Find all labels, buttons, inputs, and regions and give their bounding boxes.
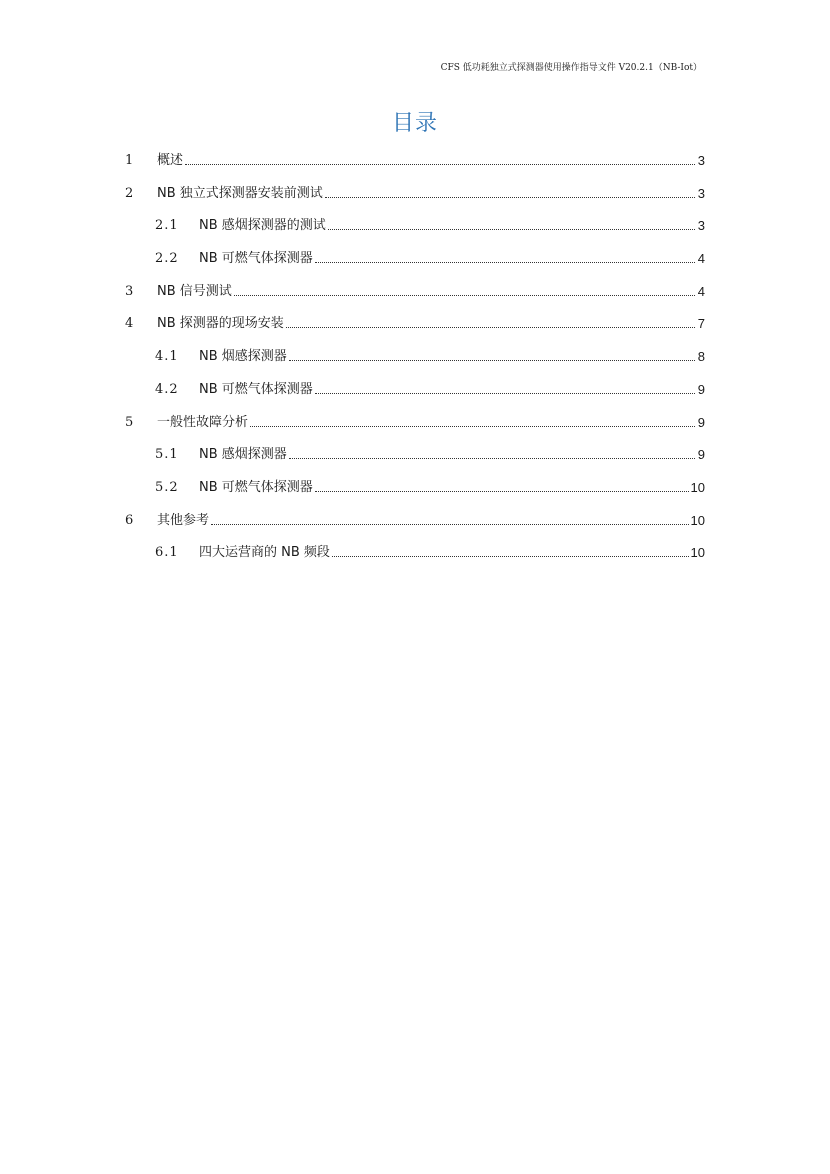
toc-entry-page: 9 (697, 414, 705, 430)
toc-entry-number: 2 (125, 185, 134, 201)
toc-entry-number: 2.2 (155, 251, 179, 267)
toc-entry-title: NB 烟感探测器 (199, 349, 287, 365)
toc-entry-4-2[interactable] (125, 379, 705, 400)
toc-entry-number: 5 (125, 414, 134, 430)
toc-entry-5-1[interactable] (125, 444, 705, 465)
toc-entry-number: 6 (125, 512, 134, 528)
toc-entry-page: 9 (697, 381, 705, 397)
dot-leader (286, 327, 695, 328)
toc-entry-title: NB 感烟探测器的测试 (199, 218, 326, 234)
toc-entry-number: 5.2 (155, 479, 179, 495)
toc-entry-number: 4.2 (155, 381, 179, 397)
toc-entry-title: NB 可燃气体探测器 (199, 381, 313, 397)
toc-entry-title: NB 可燃气体探测器 (199, 479, 313, 495)
toc-entry-title: 一般性故障分析 (157, 414, 249, 430)
dot-leader (315, 393, 695, 394)
dot-leader (325, 197, 695, 198)
dot-leader (289, 360, 695, 361)
toc-entry-page: 8 (697, 349, 705, 365)
toc-entry-number: 4.1 (155, 349, 179, 365)
toc-entry-1[interactable] (125, 150, 705, 171)
dot-leader (315, 262, 695, 263)
toc-entry-title: 四大运营商的 NB 频段 (199, 545, 330, 561)
dot-leader (234, 295, 695, 296)
toc-entry-number: 3 (125, 283, 134, 299)
toc-entry-6-1[interactable] (125, 542, 705, 563)
toc-entry-title: 其他参考 (157, 512, 210, 528)
dot-leader (250, 426, 695, 427)
toc-entry-6[interactable] (125, 510, 705, 531)
toc-entry-4[interactable] (125, 313, 705, 334)
toc-entry-2-2[interactable] (125, 248, 705, 269)
toc-entry-title: NB 可燃气体探测器 (199, 251, 313, 267)
dot-leader (332, 556, 689, 557)
dot-leader (211, 524, 689, 525)
toc-entry-title: NB 探测器的现场安装 (157, 316, 284, 332)
dot-leader (289, 458, 695, 459)
toc-entry-page: 10 (690, 479, 705, 495)
toc-title: 目录 (391, 111, 438, 136)
toc-entry-page: 7 (697, 316, 705, 332)
toc-entry-title: NB 感烟探测器 (199, 447, 287, 463)
dot-leader (185, 164, 695, 165)
toc-entry-page: 4 (697, 251, 705, 267)
toc-entry-title: NB 信号测试 (157, 283, 232, 299)
toc-entry-5[interactable] (125, 412, 705, 433)
toc-entry-page: 9 (697, 447, 705, 463)
toc-entry-number: 5.1 (155, 447, 179, 463)
toc-entry-page: 4 (697, 283, 705, 299)
toc-entry-5-2[interactable] (125, 477, 705, 498)
toc-entry-4-1[interactable] (125, 346, 705, 367)
toc-entry-title: 概述 (157, 153, 184, 168)
toc-entry-page: 10 (690, 512, 705, 528)
toc-entry-number: 2.1 (155, 218, 179, 234)
toc-entry-page: 3 (697, 153, 705, 168)
toc-entry-2[interactable] (125, 183, 705, 204)
table-of-contents (125, 150, 705, 575)
toc-entry-title: NB 独立式探测器安装前测试 (157, 185, 323, 201)
toc-entry-number: 4 (125, 316, 134, 332)
toc-entry-page: 3 (697, 218, 705, 234)
document-header: CFS 低功耗独立式探测器使用操作指导文件 V20.2.1（NB-Iot） (440, 63, 702, 73)
toc-entry-2-1[interactable] (125, 215, 705, 236)
toc-entry-number: 1 (125, 153, 134, 168)
dot-leader (328, 229, 695, 230)
toc-entry-page: 3 (697, 185, 705, 201)
toc-entry-page: 10 (690, 545, 705, 561)
toc-entry-3[interactable] (125, 281, 705, 302)
toc-entry-number: 6.1 (155, 545, 179, 561)
dot-leader (315, 491, 689, 492)
